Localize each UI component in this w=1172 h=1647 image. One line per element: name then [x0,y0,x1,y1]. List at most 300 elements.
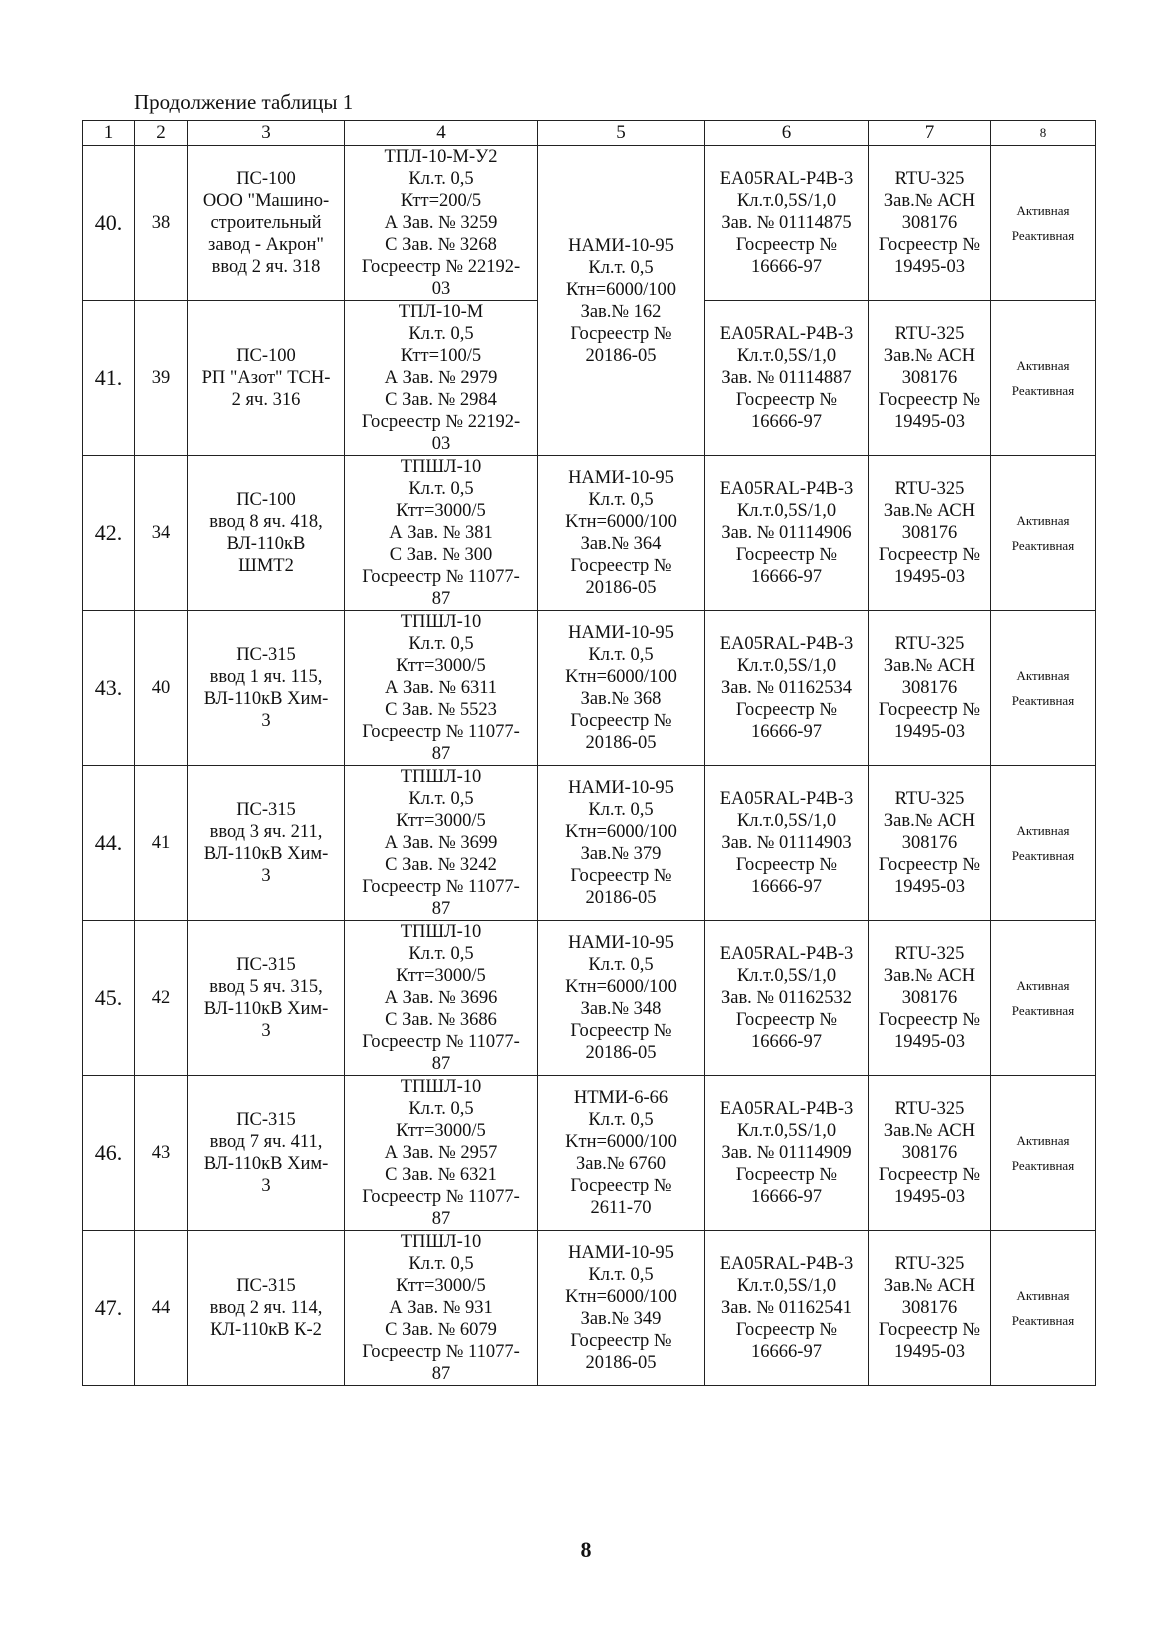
voltage-transformer-line: Зав.№ 162 [580,301,662,322]
energy-type-label: Реактивная [1011,228,1075,243]
row-number: 41. [83,301,135,456]
meter [705,301,869,456]
voltage-transformer-line: Кл.т. 0,5 [588,800,654,820]
meter [705,921,869,1076]
channel-number: 41 [135,766,188,921]
current-transformer-line: А Зав. № 2957 [384,1143,498,1163]
voltage-transformer-line: 20186-05 [585,1353,657,1373]
object-name-line: РП "Азот" ТСН- [201,368,331,388]
rtu-line: Зав.№ АСН [883,501,976,521]
meter-line: EA05RAL-P4B-3 [719,944,854,964]
rtu-line: 308176 [901,1298,958,1318]
rtu-line: RTU-325 [894,1254,965,1274]
object-name-line: завод - Акрон" [208,235,324,255]
header-cell: 3 [188,121,345,146]
meter [705,1076,869,1231]
current-transformer [345,766,538,921]
voltage-transformer-line: 20186-05 [585,578,657,598]
voltage-transformer-line: НАМИ-10-95 [568,468,674,488]
meter-line: Кл.т.0,5S/1,0 [736,1276,837,1296]
current-transformer-line: 87 [431,1364,451,1384]
current-transformer-line: Госреестр № 11077- [362,722,520,742]
current-transformer-line: Госреестр № 11077- [362,1032,520,1052]
object-name-line: ВЛ-110кВ Хим- [203,689,329,709]
rtu-line: 308176 [901,988,958,1008]
energy-type-label: Реактивная [1011,848,1075,863]
meter-line: Кл.т.0,5S/1,0 [736,346,837,366]
voltage-transformer-line: НАМИ-10-95 [568,933,674,953]
voltage-transformer-line: Кл.т. 0,5 [588,490,654,510]
current-transformer [345,611,538,766]
current-transformer-line: А Зав. № 3699 [384,833,498,853]
rtu-line: Зав.№ АСН [883,346,976,366]
current-transformer-line: 03 [431,434,451,454]
voltage-transformer-line: Госреестр № [570,556,672,576]
header-cell: 4 [345,121,538,146]
rtu-line: Госреестр № [878,235,981,255]
object-name-line: ПС-315 [236,1110,296,1130]
current-transformer-line: А Зав. № 3259 [384,213,498,233]
current-transformer-line: С Зав. № 6321 [385,1165,497,1185]
meter-line: EA05RAL-P4B-3 [719,1099,854,1119]
current-transformer-line: Ктт=200/5 [400,191,482,211]
voltage-transformer-line: Зав.№ 368 [580,689,662,709]
energy-type-label: Реактивная [1011,1003,1075,1018]
rtu [869,456,991,611]
rtu-line: Госреестр № [878,855,981,875]
meter-line: Зав. № 01162532 [720,988,853,1008]
current-transformer-line: ТПШЛ-10 [400,1232,482,1252]
meter-line: 16666-97 [751,257,822,277]
voltage-transformer-line: Зав.№ 348 [580,999,662,1019]
meter [705,611,869,766]
current-transformer-line: Ктт=3000/5 [396,501,486,521]
rtu-line: Зав.№ АСН [883,656,976,676]
voltage-transformer-line: 20186-05 [585,888,657,908]
voltage-transformer [538,1231,705,1386]
object-name [188,921,345,1076]
current-transformer-line: 87 [431,1209,451,1229]
object-name [188,301,345,456]
header-cell: 1 [83,121,135,146]
meter-line: 16666-97 [751,877,822,897]
object-name-line: 3 [261,711,271,731]
current-transformer-line: Кл.т. 0,5 [408,634,474,654]
current-transformer-line: 87 [431,589,451,609]
table-row [83,1076,1096,1231]
current-transformer-line: ТПШЛ-10 [400,922,482,942]
table-row [83,766,1096,921]
current-transformer-line: Ктт=3000/5 [396,1121,486,1141]
current-transformer-line: А Зав. № 3696 [384,988,498,1008]
rtu-line: Госреестр № [878,390,981,410]
table-row [83,921,1096,1076]
current-transformer-line: Ктт=100/5 [400,346,482,366]
rtu-line: RTU-325 [894,479,965,499]
current-transformer-line: С Зав. № 6079 [385,1320,497,1340]
current-transformer-line: С Зав. № 5523 [385,700,497,720]
meter [705,456,869,611]
object-name-line: ввод 2 яч. 318 [211,257,321,277]
voltage-transformer-line: Госреестр № [570,1331,672,1351]
meter-line: EA05RAL-P4B-3 [719,1254,854,1274]
meter-line: Госреестр № [735,545,838,565]
meter-line: Кл.т.0,5S/1,0 [736,811,837,831]
voltage-transformer-line: Kтн=6000/100 [565,1287,677,1307]
voltage-transformer [538,766,705,921]
table-row [83,611,1096,766]
rtu-line: RTU-325 [894,944,965,964]
meter-line: Зав. № 01114875 [721,213,852,233]
current-transformer-line: ТПШЛ-10 [400,767,482,787]
current-transformer-line: Госреестр № 22192- [361,412,521,432]
voltage-transformer-line: Госреестр № [570,1021,672,1041]
current-transformer-line: 87 [431,744,451,764]
voltage-transformer-line: Kтн=6000/100 [565,512,677,532]
object-name-line: 3 [261,1021,271,1041]
voltage-transformer-line: Зав.№ 349 [580,1309,662,1329]
meter-line: Госреестр № [735,390,838,410]
row-number: 40. [83,146,135,301]
object-name [188,456,345,611]
meter-line: Зав. № 01114909 [721,1143,852,1163]
voltage-transformer-line: НАМИ-10-95 [568,623,674,643]
rtu-line: 308176 [901,678,958,698]
rtu-line: 308176 [901,1143,958,1163]
row-number: 42. [83,456,135,611]
meter-line: Зав. № 01114887 [721,368,852,388]
energy-type-label: Реактивная [1011,538,1075,553]
rtu-line: Зав.№ АСН [883,966,976,986]
rtu-line: 19495-03 [894,1187,965,1207]
object-name-line: ПС-315 [236,800,296,820]
meter [705,766,869,921]
object-name-line: 2 яч. 316 [231,390,301,410]
current-transformer [345,1076,538,1231]
current-transformer-line: А Зав. № 2979 [384,368,498,388]
meter-line: Зав. № 01114906 [721,523,852,543]
current-transformer [345,1231,538,1386]
current-transformer-line: ТПШЛ-10 [400,457,482,477]
voltage-transformer-line: Госреестр № [570,866,672,886]
current-transformer-line: ТПЛ-10-М [398,302,484,322]
meter-line: 16666-97 [751,1187,822,1207]
energy-type-label: Реактивная [1011,1158,1075,1173]
voltage-transformer-line: Госреестр № [570,323,672,344]
voltage-transformer-line: НАМИ-10-95 [568,235,674,256]
meter-line: Кл.т.0,5S/1,0 [736,501,837,521]
current-transformer-line: Кл.т. 0,5 [408,1099,474,1119]
current-transformer-line: Кл.т. 0,5 [408,169,474,189]
rtu-line: 308176 [901,833,958,853]
rtu [869,1231,991,1386]
row-number: 45. [83,921,135,1076]
voltage-transformer-line: Кл.т. 0,5 [588,1265,654,1285]
object-name-line: ПС-315 [236,645,296,665]
energy-type-label: Активная [1016,513,1070,528]
current-transformer-line: Кл.т. 0,5 [408,479,474,499]
meter-line: Госреестр № [735,1165,838,1185]
energy-type [991,301,1096,456]
current-transformer-line: А Зав. № 381 [389,523,493,543]
energy-type-label: Активная [1016,1133,1070,1148]
object-name-line: ООО "Машино- [202,191,330,211]
object-name-line: строительный [210,213,322,233]
object-name-line: ПС-100 [236,169,296,189]
object-name-line: ШМТ2 [238,556,294,576]
row-number: 44. [83,766,135,921]
energy-type-label: Активная [1016,1288,1070,1303]
object-name-line: ПС-315 [236,955,296,975]
object-name [188,766,345,921]
channel-number: 39 [135,301,188,456]
energy-type-label: Активная [1016,203,1070,218]
meter-line: Кл.т.0,5S/1,0 [736,966,837,986]
current-transformer-line: Кл.т. 0,5 [408,789,474,809]
voltage-transformer-line: 2611-70 [590,1198,652,1218]
rtu-line: Госреестр № [878,1320,981,1340]
header-cell: 8 [991,121,1096,146]
rtu [869,146,991,301]
voltage-transformer-line: 20186-05 [585,1043,657,1063]
voltage-transformer-line: НАМИ-10-95 [568,1243,674,1263]
current-transformer-line: ТПШЛ-10 [400,1077,482,1097]
rtu-line: Госреестр № [878,545,981,565]
header-cell: 5 [538,121,705,146]
energy-type [991,456,1096,611]
energy-type-label: Активная [1016,978,1070,993]
meter-line: EA05RAL-P4B-3 [719,479,854,499]
rtu-line: Зав.№ АСН [883,191,976,211]
channel-number: 44 [135,1231,188,1386]
meter-line: 16666-97 [751,1032,822,1052]
channel-number: 42 [135,921,188,1076]
rtu-line: 19495-03 [894,257,965,277]
voltage-transformer [538,1076,705,1231]
voltage-transformer-line: Зав.№ 6760 [575,1154,667,1174]
row-number: 47. [83,1231,135,1386]
meter-line: Госреестр № [735,1320,838,1340]
voltage-transformer-line: Госреестр № [570,1176,672,1196]
rtu-line: Госреестр № [878,700,981,720]
meter-line: Зав. № 01114903 [721,833,852,853]
channel-number: 40 [135,611,188,766]
object-name-line: ВЛ-110кВ [226,534,306,554]
rtu-line: 19495-03 [894,722,965,742]
object-name-line: ПС-100 [236,346,296,366]
header-cell: 7 [869,121,991,146]
row-number: 43. [83,611,135,766]
current-transformer-line: 03 [431,279,451,299]
voltage-transformer-line: Kтн=6000/100 [565,822,677,842]
meter-line: 16666-97 [751,412,822,432]
meter-line: Кл.т.0,5S/1,0 [736,191,837,211]
current-transformer-line: 87 [431,1054,451,1074]
current-transformer-line: С Зав. № 3242 [385,855,497,875]
current-transformer-line: Госреестр № 11077- [362,877,520,897]
current-transformer-line: Госреестр № 11077- [362,1187,520,1207]
rtu [869,921,991,1076]
table-row [83,146,1096,301]
object-name-line: 3 [261,866,271,886]
voltage-transformer-line: Кл.т. 0,5 [588,257,654,278]
meter-line: 16666-97 [751,567,822,587]
energy-type [991,1076,1096,1231]
current-transformer-line: А Зав. № 931 [389,1298,493,1318]
rtu-line: RTU-325 [894,169,965,189]
meter-line: EA05RAL-P4B-3 [719,324,854,344]
channel-number: 38 [135,146,188,301]
channel-number: 34 [135,456,188,611]
meter-line: Кл.т.0,5S/1,0 [736,656,837,676]
rtu-line: Зав.№ АСН [883,1276,976,1296]
energy-type-label: Активная [1016,358,1070,373]
meter-line: Кл.т.0,5S/1,0 [736,1121,837,1141]
rtu-line: RTU-325 [894,324,965,344]
voltage-transformer-line: Kтн=6000/100 [565,667,677,687]
voltage-transformer-line: Kтн=6000/100 [565,977,677,997]
rtu-line: RTU-325 [894,634,965,654]
meter-line: EA05RAL-P4B-3 [719,789,854,809]
energy-type-label: Активная [1016,823,1070,838]
object-name-line: КЛ-110кВ К-2 [210,1320,322,1340]
row-number: 46. [83,1076,135,1231]
rtu [869,301,991,456]
rtu-line: 308176 [901,368,958,388]
energy-type [991,766,1096,921]
header-cell: 6 [705,121,869,146]
current-transformer-line: ТПЛ-10-М-У2 [384,147,498,167]
voltage-transformer-line: Кл.т. 0,5 [588,1110,654,1130]
energy-type [991,611,1096,766]
current-transformer-line: Госреестр № 11077- [362,1342,520,1362]
meter-line: Зав. № 01162541 [720,1298,853,1318]
current-transformer [345,146,538,301]
object-name [188,611,345,766]
voltage-transformer-line: Зав.№ 379 [580,844,662,864]
rtu-line: Зав.№ АСН [883,811,976,831]
current-transformer-line: Кл.т. 0,5 [408,1254,474,1274]
channel-number: 43 [135,1076,188,1231]
object-name [188,1231,345,1386]
rtu-line: 308176 [901,213,958,233]
table-row [83,456,1096,611]
rtu-line: 19495-03 [894,877,965,897]
voltage-transformer [538,146,705,456]
voltage-transformer-line: Ктн=6000/100 [566,279,676,300]
energy-type [991,146,1096,301]
current-transformer-line: А Зав. № 6311 [384,678,498,698]
current-transformer [345,301,538,456]
energy-type-label: Реактивная [1011,383,1075,398]
current-transformer-line: Госреестр № 22192- [361,257,521,277]
voltage-transformer-line: Kтн=6000/100 [565,1132,677,1152]
rtu [869,1076,991,1231]
rtu-line: 19495-03 [894,412,965,432]
object-name-line: ПС-100 [236,490,296,510]
rtu-line: RTU-325 [894,1099,965,1119]
current-transformer-line: Ктт=3000/5 [396,966,486,986]
rtu [869,766,991,921]
current-transformer-line: С Зав. № 2984 [385,390,497,410]
object-name-line: ВЛ-110кВ Хим- [203,999,329,1019]
voltage-transformer-line: НАМИ-10-95 [568,778,674,798]
object-name-line: ввод 8 яч. 418, [209,512,323,532]
meter-line: 16666-97 [751,1342,822,1362]
current-transformer-line: Ктт=3000/5 [396,1276,486,1296]
rtu-line: 19495-03 [894,567,965,587]
object-name-line: ввод 2 яч. 114, [209,1298,323,1318]
voltage-transformer-line: 20186-05 [585,345,657,366]
object-name [188,1076,345,1231]
meter-line: Госреестр № [735,855,838,875]
current-transformer-line: ТПШЛ-10 [400,612,482,632]
meter-line: Госреестр № [735,235,838,255]
voltage-transformer-line: Госреестр № [570,711,672,731]
meter-line: EA05RAL-P4B-3 [719,169,854,189]
object-name-line: ввод 7 яч. 411, [209,1132,323,1152]
energy-type-label: Активная [1016,668,1070,683]
meter [705,146,869,301]
current-transformer-line: Ктт=3000/5 [396,656,486,676]
rtu [869,611,991,766]
energy-type [991,921,1096,1076]
object-name-line: ввод 5 яч. 315, [209,977,323,997]
current-transformer-line: С Зав. № 3686 [385,1010,497,1030]
rtu-line: 19495-03 [894,1032,965,1052]
voltage-transformer-line: Кл.т. 0,5 [588,955,654,975]
meter-line: 16666-97 [751,722,822,742]
object-name-line: ввод 1 яч. 115, [209,667,323,687]
energy-type-label: Реактивная [1011,693,1075,708]
rtu-line: 19495-03 [894,1342,965,1362]
meter-line: Зав. № 01162534 [720,678,853,698]
table-header-row [83,121,1096,146]
voltage-transformer-line: Зав.№ 364 [580,534,662,554]
current-transformer [345,456,538,611]
current-transformer-line: Кл.т. 0,5 [408,324,474,344]
voltage-transformer-line: 20186-05 [585,733,657,753]
page-number: 8 [580,1537,592,1562]
table-row [83,1231,1096,1386]
header-cell: 2 [135,121,188,146]
current-transformer-line: Кл.т. 0,5 [408,944,474,964]
current-transformer-line: Госреестр № 11077- [362,567,520,587]
current-transformer-line: 87 [431,899,451,919]
rtu-line: RTU-325 [894,789,965,809]
meter [705,1231,869,1386]
current-transformer [345,921,538,1076]
table-caption: Продолжение таблицы 1 [134,90,354,114]
energy-type [991,1231,1096,1386]
object-name-line: ВЛ-110кВ Хим- [203,1154,329,1174]
rtu-line: Госреестр № [878,1165,981,1185]
measurement-points-table [82,120,1096,1386]
object-name-line: 3 [261,1176,271,1196]
voltage-transformer-line: Кл.т. 0,5 [588,645,654,665]
voltage-transformer [538,921,705,1076]
meter-line: EA05RAL-P4B-3 [719,634,854,654]
meter-line: Госреестр № [735,1010,838,1030]
meter-line: Госреестр № [735,700,838,720]
rtu-line: Госреестр № [878,1010,981,1030]
rtu-line: Зав.№ АСН [883,1121,976,1141]
current-transformer-line: С Зав. № 3268 [385,235,497,255]
current-transformer-line: С Зав. № 300 [389,545,493,565]
voltage-transformer [538,456,705,611]
energy-type-label: Реактивная [1011,1313,1075,1328]
object-name-line: ПС-315 [236,1276,296,1296]
